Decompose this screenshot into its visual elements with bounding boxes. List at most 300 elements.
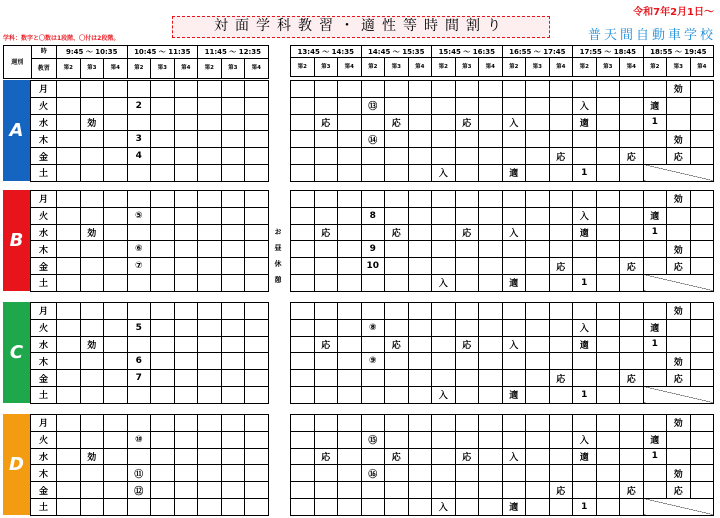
lesson-cell [667, 319, 691, 336]
lesson-cell [198, 448, 222, 465]
lesson-cell [620, 241, 644, 258]
lesson-cell: 入 [432, 386, 456, 403]
lesson-cell [198, 164, 222, 181]
day-label: 木 [31, 353, 57, 370]
lesson-cell: ⑩ [127, 431, 151, 448]
lesson-cell [549, 131, 573, 148]
day-label: 木 [31, 241, 57, 258]
lesson-cell: 入 [432, 498, 456, 515]
lesson-cell [221, 97, 245, 114]
table-row [291, 114, 714, 131]
lesson-cell: 9 [361, 241, 385, 258]
lesson-cell [57, 274, 81, 291]
lesson-cell [596, 114, 620, 131]
lesson-cell [314, 164, 338, 181]
lesson-cell [573, 148, 597, 165]
slot-label: 第3 [80, 58, 104, 78]
lesson-cell: 効 [80, 448, 104, 465]
lesson-cell [338, 131, 362, 148]
lesson-cell [385, 81, 409, 98]
lesson-cell [549, 498, 573, 515]
table-row [291, 207, 714, 224]
lesson-cell [291, 386, 315, 403]
lesson-cell [80, 148, 104, 165]
lesson-cell [526, 415, 550, 432]
lesson-cell [455, 465, 479, 482]
lesson-cell [57, 386, 81, 403]
lesson-cell [361, 336, 385, 353]
lesson-cell [690, 465, 714, 482]
lesson-cell [174, 258, 198, 275]
table-row [31, 482, 269, 499]
lesson-cell: 応 [667, 148, 691, 165]
slot-label: 第4 [174, 58, 198, 78]
lesson-cell [526, 274, 550, 291]
lesson-cell [198, 386, 222, 403]
lesson-cell [690, 114, 714, 131]
lesson-cell: 適 [643, 431, 667, 448]
lesson-cell: 入 [573, 207, 597, 224]
table-row [291, 224, 714, 241]
lesson-cell [291, 97, 315, 114]
lesson-cell [667, 431, 691, 448]
lesson-cell [151, 370, 175, 387]
lesson-cell [174, 97, 198, 114]
lesson-cell [221, 319, 245, 336]
lesson-cell [408, 207, 432, 224]
lesson-cell [526, 353, 550, 370]
lesson-cell [502, 131, 526, 148]
lesson-cell [479, 303, 503, 320]
lesson-cell [57, 207, 81, 224]
lesson-cell [643, 353, 667, 370]
lesson-cell [455, 386, 479, 403]
curriculum-text: 教習 [37, 64, 50, 72]
lesson-cell [667, 97, 691, 114]
lesson-cell [385, 370, 409, 387]
lesson-cell [151, 81, 175, 98]
lesson-cell [432, 241, 456, 258]
lesson-cell [690, 482, 714, 499]
lesson-cell: 7 [127, 370, 151, 387]
lesson-cell: 1 [643, 224, 667, 241]
lesson-cell [291, 498, 315, 515]
table-row [31, 164, 269, 181]
lesson-cell: ⑧ [361, 319, 385, 336]
table-row [291, 431, 714, 448]
afternoon-time-1: 14:45 ～ 15:35 [361, 46, 432, 58]
lesson-cell [80, 258, 104, 275]
lesson-cell [291, 465, 315, 482]
lesson-cell [198, 431, 222, 448]
lesson-cell: 適 [643, 319, 667, 336]
lesson-cell [643, 241, 667, 258]
lesson-cell [314, 81, 338, 98]
lesson-cell [549, 386, 573, 403]
lesson-cell [408, 164, 432, 181]
lesson-cell [408, 448, 432, 465]
lesson-cell [57, 370, 81, 387]
lesson-cell [526, 370, 550, 387]
lesson-cell [455, 131, 479, 148]
table-row [31, 131, 269, 148]
table-row [291, 498, 714, 515]
lesson-cell: 応 [620, 370, 644, 387]
lesson-cell: 応 [667, 482, 691, 499]
lesson-cell [596, 97, 620, 114]
table-row [291, 81, 714, 98]
lesson-cell [690, 207, 714, 224]
day-label: 火 [31, 319, 57, 336]
block-a-afternoon [290, 80, 714, 182]
lesson-cell: ⑤ [127, 207, 151, 224]
slot-label: 第3 [455, 58, 479, 77]
day-label: 金 [31, 482, 57, 499]
lesson-cell [526, 336, 550, 353]
lesson-cell [690, 224, 714, 241]
lesson-cell [479, 131, 503, 148]
lesson-cell [573, 353, 597, 370]
lesson-cell: 適 [573, 448, 597, 465]
lesson-cell [245, 498, 269, 515]
lesson-cell [80, 370, 104, 387]
lesson-cell [151, 319, 175, 336]
lesson-cell [408, 97, 432, 114]
lesson-cell [174, 336, 198, 353]
day-label: 土 [31, 274, 57, 291]
lesson-cell [573, 370, 597, 387]
lesson-cell [502, 97, 526, 114]
lesson-cell [57, 498, 81, 515]
day-label: 金 [31, 370, 57, 387]
lesson-cell [385, 131, 409, 148]
lesson-cell [667, 336, 691, 353]
lesson-cell [151, 258, 175, 275]
day-label: 月 [31, 415, 57, 432]
lesson-cell [174, 131, 198, 148]
lesson-cell [314, 386, 338, 403]
lesson-cell [80, 81, 104, 98]
lesson-cell [549, 97, 573, 114]
table-row [291, 164, 714, 181]
table-row [31, 431, 269, 448]
lesson-cell [221, 303, 245, 320]
lesson-cell [314, 465, 338, 482]
lesson-cell [245, 303, 269, 320]
lesson-cell [385, 415, 409, 432]
lesson-cell [549, 448, 573, 465]
lesson-cell [502, 258, 526, 275]
lesson-cell [104, 415, 128, 432]
lesson-cell: 適 [502, 164, 526, 181]
lesson-cell [245, 114, 269, 131]
lesson-cell [690, 191, 714, 208]
lesson-cell [104, 370, 128, 387]
lunch-break-label: お昼休憩 [274, 228, 282, 292]
afternoon-time-3: 16:55 ～ 17:45 [502, 46, 573, 58]
lesson-cell [245, 448, 269, 465]
lesson-cell [408, 191, 432, 208]
lesson-cell [291, 258, 315, 275]
lesson-cell [57, 81, 81, 98]
lesson-cell [432, 370, 456, 387]
slot-label: 第3 [526, 58, 550, 77]
lesson-cell [57, 482, 81, 499]
lesson-cell [57, 97, 81, 114]
lesson-cell: 1 [643, 336, 667, 353]
slot-label: 第2 [198, 58, 222, 78]
lesson-cell: ⑭ [361, 131, 385, 148]
lesson-cell [314, 241, 338, 258]
lesson-cell [620, 274, 644, 291]
lesson-cell [245, 319, 269, 336]
lesson-cell [502, 370, 526, 387]
lesson-cell [479, 114, 503, 131]
lesson-cell [221, 448, 245, 465]
lesson-cell [80, 241, 104, 258]
lesson-cell [57, 415, 81, 432]
lesson-cell [198, 465, 222, 482]
lesson-cell: 8 [361, 207, 385, 224]
lesson-cell [104, 465, 128, 482]
lesson-cell [291, 81, 315, 98]
lesson-cell [502, 303, 526, 320]
lesson-cell [385, 303, 409, 320]
lesson-cell [385, 498, 409, 515]
slot-label: 第2 [361, 58, 385, 77]
lesson-cell [338, 191, 362, 208]
lesson-cell [620, 319, 644, 336]
lesson-cell [690, 241, 714, 258]
lesson-cell: 応 [455, 336, 479, 353]
lesson-cell [596, 498, 620, 515]
lesson-cell [80, 131, 104, 148]
lesson-cell [690, 81, 714, 98]
lesson-cell [245, 131, 269, 148]
page-title: 対面学科教習・適性等時間割り [172, 16, 550, 38]
lesson-cell [526, 191, 550, 208]
lesson-cell [455, 164, 479, 181]
lesson-cell [408, 131, 432, 148]
lesson-cell [479, 482, 503, 499]
lesson-cell [432, 148, 456, 165]
lesson-cell [314, 498, 338, 515]
lesson-cell [291, 191, 315, 208]
lesson-cell [620, 224, 644, 241]
lesson-cell [596, 415, 620, 432]
lesson-cell [385, 386, 409, 403]
table-row [291, 241, 714, 258]
lesson-cell [174, 431, 198, 448]
lesson-cell [432, 97, 456, 114]
block-c-afternoon [290, 302, 714, 404]
lesson-cell [245, 258, 269, 275]
lesson-cell [690, 353, 714, 370]
lesson-cell [245, 274, 269, 291]
lesson-cell [338, 448, 362, 465]
lesson-cell [104, 114, 128, 131]
lesson-cell [549, 465, 573, 482]
lesson-cell: 入 [502, 224, 526, 241]
afternoon-time-2: 15:45 ～ 16:35 [432, 46, 503, 58]
lesson-cell [198, 207, 222, 224]
lesson-cell [432, 131, 456, 148]
lesson-cell [455, 415, 479, 432]
lesson-cell [596, 353, 620, 370]
lesson-cell [151, 415, 175, 432]
lesson-cell [479, 164, 503, 181]
lesson-cell [174, 415, 198, 432]
lesson-cell: 入 [502, 114, 526, 131]
unused-cell [643, 386, 714, 403]
day-label: 火 [31, 431, 57, 448]
lesson-cell: 適 [573, 224, 597, 241]
lesson-cell [151, 386, 175, 403]
lesson-cell [620, 164, 644, 181]
lesson-cell [690, 415, 714, 432]
lesson-cell [502, 482, 526, 499]
lesson-cell [151, 148, 175, 165]
lesson-cell [338, 319, 362, 336]
table-row [291, 465, 714, 482]
lesson-cell: 効 [667, 81, 691, 98]
lesson-cell: 効 [667, 415, 691, 432]
lesson-cell [502, 415, 526, 432]
slot-label: 第3 [667, 58, 691, 77]
lesson-cell [221, 148, 245, 165]
lesson-cell [549, 303, 573, 320]
lesson-cell [596, 482, 620, 499]
lesson-cell [245, 353, 269, 370]
block-label-a: A [3, 80, 30, 181]
lesson-cell [385, 191, 409, 208]
lesson-cell [479, 97, 503, 114]
lesson-cell [127, 114, 151, 131]
table-row [31, 114, 269, 131]
lesson-cell [221, 81, 245, 98]
lesson-cell [385, 207, 409, 224]
lesson-cell [151, 353, 175, 370]
lesson-cell: ⑨ [361, 353, 385, 370]
lesson-cell [620, 353, 644, 370]
lesson-cell: 応 [385, 336, 409, 353]
block-d-afternoon [290, 414, 714, 516]
morning-time-2: 11:45 ～ 12:35 [198, 46, 269, 59]
lesson-cell [338, 498, 362, 515]
lesson-cell [596, 148, 620, 165]
lesson-cell: 応 [549, 370, 573, 387]
lesson-cell [151, 207, 175, 224]
slot-label: 第4 [245, 58, 269, 78]
lesson-cell [432, 482, 456, 499]
lesson-cell [198, 498, 222, 515]
lesson-cell [314, 431, 338, 448]
lesson-cell: 入 [502, 336, 526, 353]
lesson-cell [221, 353, 245, 370]
table-row [291, 191, 714, 208]
afternoon-time-4: 17:55 ～ 18:45 [573, 46, 644, 58]
lesson-cell [596, 386, 620, 403]
day-label: 月 [31, 81, 57, 98]
slot-label: 第3 [221, 58, 245, 78]
lesson-cell [338, 114, 362, 131]
table-row [31, 465, 269, 482]
lesson-cell [667, 114, 691, 131]
lesson-cell [526, 431, 550, 448]
table-row [31, 319, 269, 336]
lesson-cell [221, 258, 245, 275]
lesson-cell [408, 498, 432, 515]
lesson-cell [502, 207, 526, 224]
lesson-cell [667, 224, 691, 241]
unused-cell [643, 498, 714, 515]
slot-label: 第2 [643, 58, 667, 77]
lesson-cell [338, 431, 362, 448]
lesson-cell [620, 386, 644, 403]
lesson-cell [198, 241, 222, 258]
lesson-cell [80, 465, 104, 482]
lesson-cell [314, 370, 338, 387]
lesson-cell [291, 131, 315, 148]
lesson-cell [455, 498, 479, 515]
lesson-cell [432, 415, 456, 432]
lesson-cell: 入 [573, 319, 597, 336]
lesson-cell [690, 148, 714, 165]
block-a-morning [30, 80, 269, 182]
lesson-cell [80, 482, 104, 499]
lesson-cell [174, 303, 198, 320]
lesson-cell [151, 303, 175, 320]
lesson-cell [620, 465, 644, 482]
lesson-cell [526, 81, 550, 98]
lesson-cell [526, 258, 550, 275]
lesson-cell [151, 274, 175, 291]
lesson-cell [57, 164, 81, 181]
lesson-cell [361, 114, 385, 131]
lesson-cell [174, 224, 198, 241]
lesson-cell [151, 131, 175, 148]
lesson-cell [526, 448, 550, 465]
day-label: 木 [31, 465, 57, 482]
lesson-cell [455, 319, 479, 336]
lesson-cell [502, 465, 526, 482]
lesson-cell [338, 482, 362, 499]
lesson-cell [104, 81, 128, 98]
lesson-cell [291, 319, 315, 336]
lesson-cell [104, 258, 128, 275]
lesson-cell [596, 336, 620, 353]
lesson-cell [245, 81, 269, 98]
lesson-cell [573, 81, 597, 98]
lesson-cell [221, 336, 245, 353]
lesson-cell: 1 [573, 498, 597, 515]
lesson-cell [526, 241, 550, 258]
lesson-cell [80, 191, 104, 208]
lesson-cell [57, 465, 81, 482]
lesson-cell [174, 386, 198, 403]
lesson-cell [385, 319, 409, 336]
table-row [31, 498, 269, 515]
lesson-cell [620, 207, 644, 224]
lesson-cell [502, 319, 526, 336]
lesson-cell [479, 191, 503, 208]
lesson-cell [596, 164, 620, 181]
lesson-cell [643, 482, 667, 499]
lesson-cell [80, 97, 104, 114]
lesson-cell [596, 207, 620, 224]
lesson-cell [502, 431, 526, 448]
block-b-morning [30, 190, 269, 292]
